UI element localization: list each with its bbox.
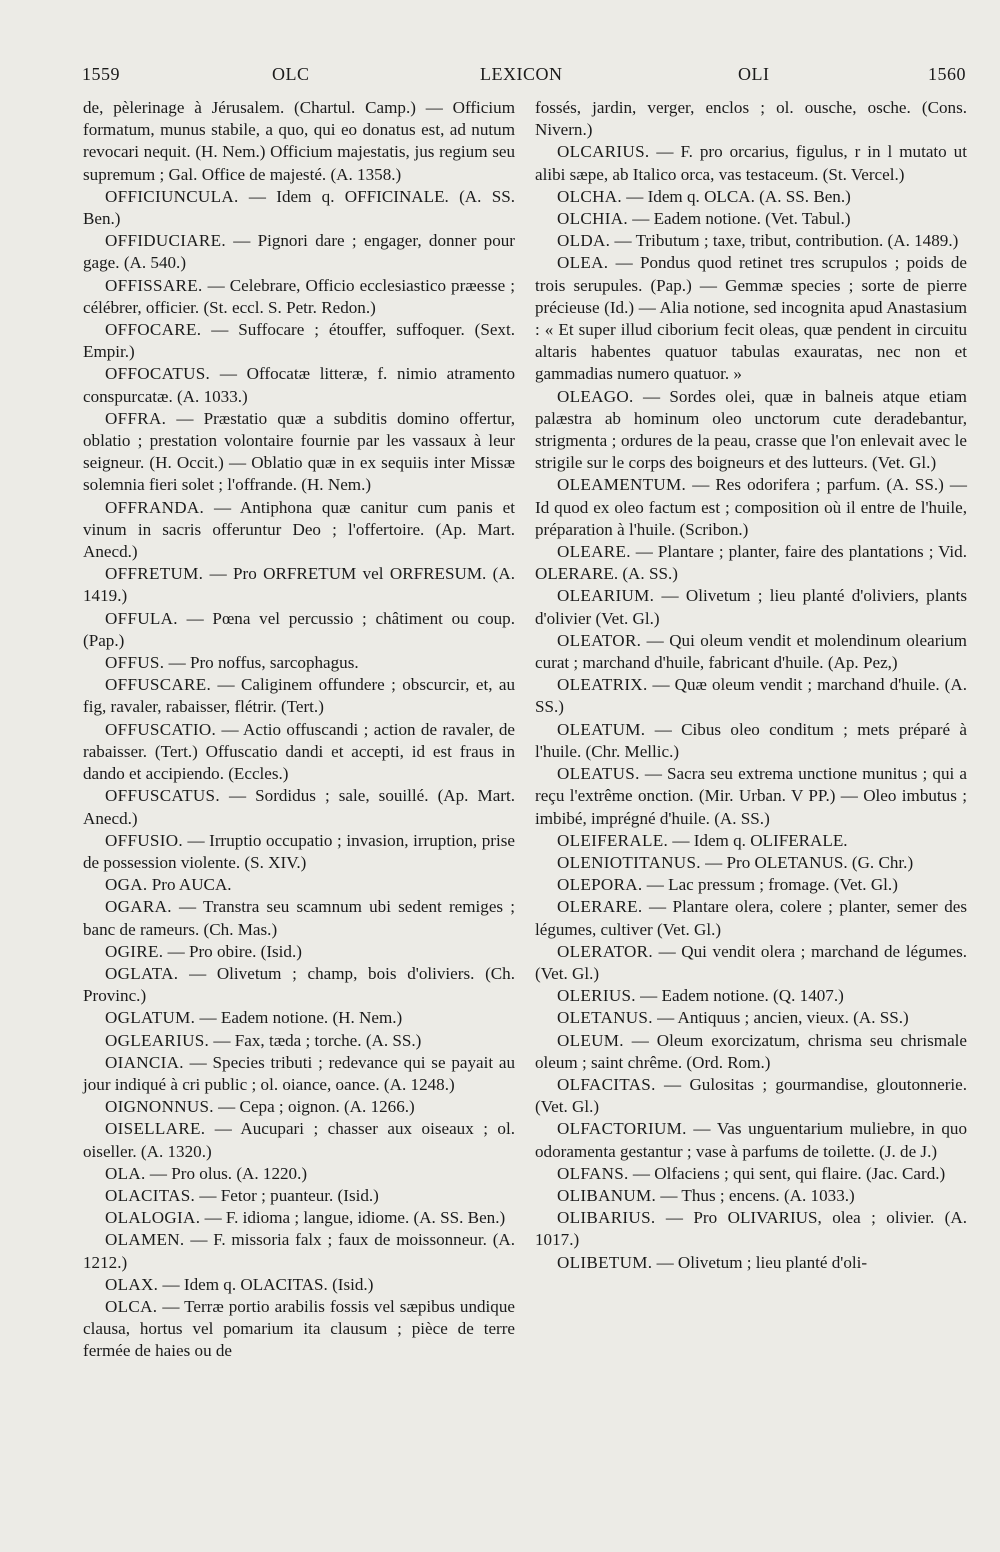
entry-definition: — Lac pressum ; fromage. (Vet. Gl.)	[646, 875, 898, 895]
dictionary-entry	[83, 785, 515, 829]
dictionary-entry	[535, 896, 967, 940]
entry-headword: OFFULA.	[105, 608, 178, 628]
entry-headword: OLEA.	[557, 253, 609, 273]
dictionary-entry	[83, 497, 515, 564]
dictionary-entry	[535, 541, 967, 585]
entry-headword: OLCHIA.	[557, 209, 628, 229]
entry-headword: OLAX.	[105, 1274, 159, 1294]
entry-headword: OLDA.	[557, 231, 611, 251]
entry-definition: — Actio offuscandi ; action de ravaler, de rabaisser. (Tert.) Offuscatio dandi et accepti, id est fraus in dando et accipiendo. (Eccles.)	[83, 719, 515, 784]
dictionary-entry	[535, 141, 967, 185]
entry-definition: — F. pro orcarius, figulus, r in l mutato ut alibi sæpe, ab Italico orca, vas testaceum. (St. Vercel.)	[535, 142, 967, 184]
entry-definition: — Pœna vel percussio ; châtiment ou coup. (Pap.)	[83, 608, 515, 650]
entry-headword: OLACITAS.	[105, 1185, 196, 1205]
entry-definition: — Sacra seu extrema unctione munitus ; qui a reçu l'extrême onction. (Mir. Urban. V PP.) — Oleo imbutus ; imbibé, imprégné d'huile. (A. SS.)	[535, 764, 967, 828]
entry-headword: OFFIDUCIARE.	[105, 231, 226, 251]
entry-headword: OLETANUS.	[557, 1008, 653, 1028]
entry-definition: — Idem q. OFFICINALE. (A. SS. Ben.)	[83, 186, 515, 229]
entry-headword: OLFACTORIUM.	[557, 1119, 687, 1139]
dictionary-entry	[83, 230, 515, 274]
entry-definition: — Eadem notione. (Q. 1407.)	[640, 986, 844, 1006]
entry-headword: OFFUSCATUS.	[105, 786, 220, 806]
dictionary-entry	[535, 1163, 967, 1185]
dictionary-entry	[535, 852, 967, 874]
guide-word-left: OLC	[272, 64, 310, 84]
dictionary-entry	[83, 941, 515, 963]
entry-definition: — Olivetum ; champ, bois d'oliviers. (Ch. Provinc.)	[83, 963, 515, 1006]
entry-headword: OLALOGIA.	[105, 1208, 201, 1228]
entry-definition: — Pondus quod retinet tres scrupulos ; poids de trois serupules. (Pap.) — Gemmæ species ; sorte de pierre précieuse (Id.) — Alia notione, sed incognita apud Anastasium : « Et super illud ciborium fecit oleas, quæ pendent in circuitu altaris habentes quatuor tabulas exauratas, nec non et gammadias numero quatuor. »	[535, 253, 967, 384]
dictionary-entry	[83, 1118, 515, 1162]
entry-headword: OLENIOTITANUS.	[557, 852, 701, 872]
entry-headword: OGLATA.	[105, 963, 179, 983]
entry-definition: — Offocatæ litteræ, f. nimio atramento conspurcatæ. (A. 1033.)	[83, 364, 515, 406]
entry-headword: OISELLARE.	[105, 1119, 206, 1139]
entry-headword: OLEATRIX.	[557, 675, 648, 695]
entry-headword: OGARA.	[105, 897, 172, 917]
entry-definition: — Sordidus ; sale, souillé. (Ap. Mart. Anecd.)	[83, 786, 515, 828]
guide-word-right: OLI	[738, 64, 770, 84]
entry-headword: OFFRANDA.	[105, 497, 205, 517]
entry-headword: OGIRE.	[105, 941, 164, 961]
dictionary-entry	[535, 474, 967, 541]
entry-definition: — Idem q. OLCA. (A. SS. Ben.)	[626, 186, 851, 206]
entry-headword: OFFOCATUS.	[105, 364, 211, 384]
entry-definition: — Antiquus ; ancien, vieux. (A. SS.)	[657, 1008, 909, 1028]
entry-definition: — Gulositas ; gourmandise, gloutonnerie. (Vet. Gl.)	[535, 1074, 967, 1117]
entry-headword: OLERIUS.	[557, 986, 636, 1006]
dictionary-entry	[535, 763, 967, 830]
entry-headword: OGLATUM.	[105, 1008, 196, 1028]
dictionary-entry	[83, 1096, 515, 1118]
entry-headword: OLERARE.	[557, 897, 643, 917]
entry-definition: — Plantare olera, colere ; planter, semer des légumes, cultiver (Vet. Gl.)	[535, 897, 967, 939]
entry-definition: — Eadem notione. (H. Nem.)	[199, 1008, 403, 1028]
entry-headword: OLEUM.	[557, 1030, 624, 1050]
dictionary-entry	[83, 363, 515, 407]
entry-headword: OFFICIUNCULA.	[105, 186, 239, 206]
entry-definition: — Qui vendit olera ; marchand de légumes. (Vet. Gl.)	[535, 941, 967, 983]
dictionary-entry	[535, 674, 967, 718]
entry-headword: OLFACITAS.	[557, 1074, 656, 1094]
dictionary-entry	[535, 1185, 967, 1207]
entry-definition: — Caliginem offundere ; obscurcir, et, au fig, ravaler, rabaisser, flétrir. (Tert.)	[83, 675, 515, 717]
entry-definition: — Pro noffus, sarcophagus.	[168, 653, 359, 673]
dictionary-entry	[83, 1007, 515, 1029]
entry-headword: OLEAGO.	[557, 386, 634, 406]
dictionary-entry	[83, 1185, 515, 1207]
entry-definition: — Præstatio quæ a subditis domino offertur, oblatio ; prestation volontaire fournie par les vassaux à leur seigneur. (H. Occit.) — Oblatio quæ in ex sequiis inter Missæ solemnia fieri solet ; l'offrande. (H. Nem.)	[83, 408, 515, 495]
entry-headword: OFFOCARE.	[105, 320, 202, 340]
dictionary-entry	[83, 674, 515, 718]
dictionary-entry	[83, 186, 515, 230]
entry-headword: OLIBARIUS.	[557, 1208, 656, 1228]
entry-headword: OFFISSARE.	[105, 275, 203, 295]
dictionary-entry	[83, 563, 515, 607]
dictionary-entry	[83, 963, 515, 1007]
entry-definition: — Res odorifera ; parfum. (A. SS.) — Id quod ex oleo factum est ; composition où il entre de l'huile, préparation à l'huile. (Scribon.)	[535, 475, 967, 539]
entry-definition: — Pro obire. (Isid.)	[167, 941, 302, 961]
entry-definition: — Idem q. OLIFERALE.	[672, 830, 848, 850]
entry-headword: OLIBANUM.	[557, 1185, 657, 1205]
dictionary-entry	[535, 1030, 967, 1074]
entry-definition: — Antiphona quæ canitur cum panis et vinum in sacris offeruntur Deo ; l'offertoire. (Ap. Mart. Anecd.)	[83, 497, 515, 562]
entry-continuation	[83, 97, 515, 186]
dictionary-entry	[535, 230, 967, 252]
entry-definition: — F. idioma ; langue, idiome. (A. SS. Ben.)	[204, 1208, 506, 1228]
dictionary-entry	[83, 1163, 515, 1185]
entry-definition: — Fetor ; puanteur. (Isid.)	[199, 1185, 379, 1205]
entry-definition: fossés, jardin, verger, enclos ; ol. ousche, osche. (Cons. Nivern.)	[535, 98, 967, 140]
dictionary-entry	[535, 941, 967, 985]
dictionary-entry	[83, 896, 515, 940]
dictionary-entry	[83, 1030, 515, 1052]
entry-headword: OLEPORA.	[557, 875, 643, 895]
entry-definition: — Sordes olei, quæ in balneis atque etiam palæstra ab hominum oleo unctorum cute deradebantur, strigmenta ; ordures de la peau, crasse que l'on enlevait avec le strigile sur le corps des boigneurs et des lutteurs. (Vet. Gl.)	[535, 386, 967, 473]
dictionary-entry	[535, 1207, 967, 1251]
right-column	[535, 97, 967, 1274]
page-number-right: 1560	[928, 64, 966, 84]
dictionary-entry	[83, 408, 515, 497]
entry-headword: OFFUSCARE.	[105, 675, 212, 695]
dictionary-entry	[83, 319, 515, 363]
dictionary-entry	[535, 1118, 967, 1162]
entry-definition: — Idem q. OLACITAS. (Isid.)	[162, 1274, 374, 1294]
page-number-left: 1559	[82, 64, 120, 84]
entry-headword: OFFUS.	[105, 653, 165, 673]
entry-definition: — Pro OLETANUS. (G. Chr.)	[705, 852, 914, 872]
entry-headword: OLEATOR.	[557, 630, 642, 650]
entry-definition: — Oleum exorcizatum, chrisma seu chrismale oleum ; saint chrême. (Ord. Rom.)	[535, 1030, 967, 1072]
entry-definition: — Vas unguentarium muliebre, in quo odoramenta gestantur ; vase à parfums de toilette. (J. de J.)	[535, 1119, 967, 1161]
dictionary-entry	[83, 830, 515, 874]
dictionary-entry	[83, 275, 515, 319]
entry-headword: OFFRA.	[105, 408, 167, 428]
dictionary-entry	[535, 585, 967, 629]
entry-definition: — Pignori dare ; engager, donner pour gage. (A. 540.)	[83, 231, 516, 273]
entry-definition: — Cepa ; oignon. (A. 1266.)	[218, 1097, 415, 1117]
entry-definition: — Tributum ; taxe, tribut, contribution. (A. 1489.)	[614, 231, 959, 251]
entry-headword: OLERATOR.	[557, 941, 653, 961]
running-head	[0, 64, 1000, 92]
entry-headword: OIGNONNUS.	[105, 1097, 214, 1117]
entry-definition: — Pro OLIVARIUS, olea ; olivier. (A. 1017.)	[535, 1208, 967, 1250]
entry-definition: — Suffocare ; étouffer, suffoquer. (Sext. Empir.)	[83, 320, 515, 362]
dictionary-entry	[535, 1252, 967, 1274]
entry-headword: OGLEARIUS.	[105, 1030, 210, 1050]
entry-definition: — Transtra seu scamnum ubi sedent remiges ; banc de rameurs. (Ch. Mas.)	[83, 897, 515, 939]
entry-definition: — Pro ORFRETUM vel ORFRESUM. (A. 1419.)	[83, 564, 515, 606]
entry-headword: OFFRETUM.	[105, 564, 204, 584]
entry-definition: — Plantare ; planter, faire des plantations ; Vid. OLERARE. (A. SS.)	[535, 542, 968, 584]
entry-continuation	[535, 97, 967, 141]
entry-headword: OLEATUS.	[557, 764, 640, 784]
entry-headword: OLEARE.	[557, 542, 631, 562]
entry-definition: — Terræ portio arabilis fossis vel sæpibus undique clausa, hortus vel pomarium ita clausum ; pièce de terre fermée de haies ou de	[83, 1296, 515, 1361]
dictionary-entry	[535, 186, 967, 208]
dictionary-entry	[535, 386, 967, 475]
dictionary-entry	[535, 208, 967, 230]
entry-definition: — Qui oleum vendit et molendinum olearium curat ; marchand d'huile, fabricant d'huile. (Ap. Pez,)	[535, 630, 967, 673]
entry-definition: — Cibus oleo conditum ; mets préparé à l'huile. (Chr. Mellic.)	[535, 719, 967, 761]
entry-definition: — Olfaciens ; qui sent, qui flaire. (Jac. Card.)	[632, 1163, 946, 1183]
entry-definition: — F. missoria falx ; faux de moissonneur. (A. 1212.)	[83, 1230, 516, 1272]
dictionary-entry	[83, 652, 515, 674]
dictionary-entry	[83, 1296, 515, 1363]
entry-headword: OLCA.	[105, 1296, 158, 1316]
dictionary-entry	[83, 874, 515, 896]
entry-definition: Pro AUCA.	[151, 875, 232, 895]
entry-headword: OLIBETUM.	[557, 1252, 653, 1272]
entry-headword: OLAMEN.	[105, 1230, 185, 1250]
entry-definition: — Fax, tæda ; torche. (A. SS.)	[213, 1030, 422, 1050]
entry-definition: — Eadem notione. (Vet. Tabul.)	[632, 209, 851, 229]
dictionary-entry	[83, 1207, 515, 1229]
entry-definition: — Pro olus. (A. 1220.)	[149, 1163, 308, 1183]
dictionary-entry	[83, 1229, 515, 1273]
dictionary-entry	[83, 719, 515, 786]
dictionary-entry	[83, 1274, 515, 1296]
entry-headword: OLEAMENTUM.	[557, 475, 687, 495]
entry-headword: OLCHA.	[557, 186, 622, 206]
entry-headword: OFFUSCATIO.	[105, 719, 217, 739]
entry-definition: — Aucupari ; chasser aux oiseaux ; ol. oiseller. (A. 1320.)	[83, 1119, 515, 1161]
dictionary-entry	[535, 252, 967, 385]
entry-headword: OLFANS.	[557, 1163, 629, 1183]
entry-headword: OFFUSIO.	[105, 830, 183, 850]
entry-headword: OLEARIUM.	[557, 586, 655, 606]
left-column	[83, 97, 515, 1363]
entry-definition: — Celebrare, Officio ecclesiastico præesse ; célébrer, officier. (St. eccl. S. Petr. Redon.)	[83, 275, 515, 317]
dictionary-entry	[535, 719, 967, 763]
dictionary-entry	[535, 1074, 967, 1118]
dictionary-entry	[535, 985, 967, 1007]
entry-headword: OLCARIUS.	[557, 142, 650, 162]
entry-definition: — Olivetum ; lieu planté d'oliviers, plants d'olivier (Vet. Gl.)	[535, 586, 967, 628]
dictionary-entry	[83, 608, 515, 652]
entry-definition: — Irruptio occupatio ; invasion, irruption, prise de possession violente. (S. XIV.)	[83, 830, 515, 872]
entry-headword: OIANCIA.	[105, 1052, 184, 1072]
entry-headword: OLEIFERALE.	[557, 830, 669, 850]
entry-definition: — Quæ oleum vendit ; marchand d'huile. (A. SS.)	[535, 675, 967, 717]
entry-headword: OLEATUM.	[557, 719, 646, 739]
dictionary-entry	[535, 830, 967, 852]
dictionary-entry	[83, 1052, 515, 1096]
dictionary-entry	[535, 1007, 967, 1029]
entry-headword: OLA.	[105, 1163, 146, 1183]
running-title: LEXICON	[480, 64, 563, 84]
entry-definition: — Olivetum ; lieu planté d'oli-	[656, 1252, 868, 1272]
entry-headword: OGA.	[105, 875, 148, 895]
entry-definition: de, pèlerinage à Jérusalem. (Chartul. Camp.) — Officium formatum, munus stabile, a quo, qui eo donatus est, ad nutum revocari nequit. (H. Nem.) Officium majestatis, jus regium seu supremum ; Gal. Office de majesté. (A. 1358.)	[83, 98, 515, 184]
dictionary-entry	[535, 630, 967, 674]
entry-definition: — Species tributi ; redevance qui se payait au jour indiqué à cri public ; ol. oiance, oance. (A. 1248.)	[83, 1052, 516, 1094]
dictionary-entry	[535, 874, 967, 896]
entry-definition: — Thus ; encens. (A. 1033.)	[660, 1185, 855, 1205]
